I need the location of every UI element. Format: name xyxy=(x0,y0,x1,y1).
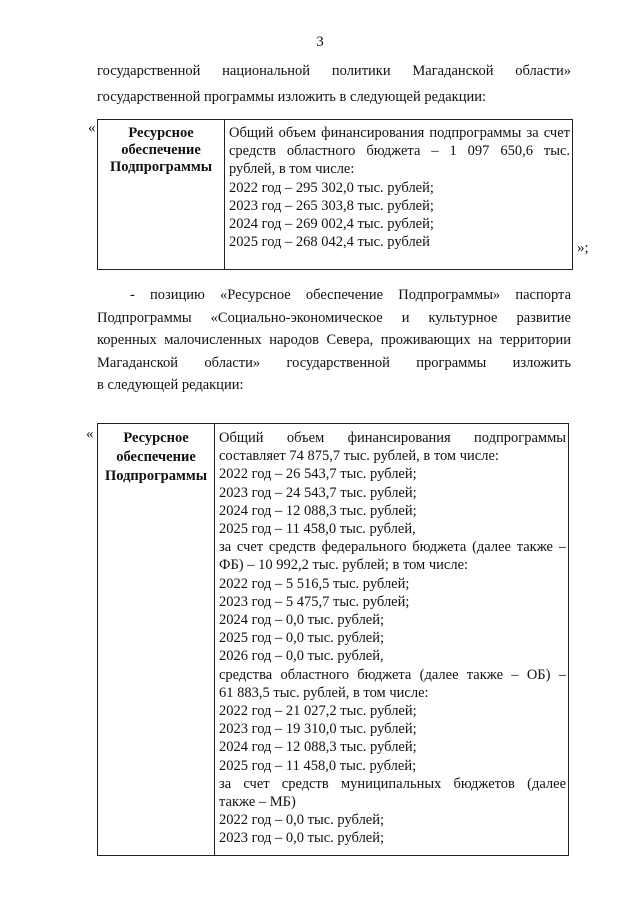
content-line: 2023 год – 5 475,7 тыс. рублей; xyxy=(219,593,410,610)
content-line: рублей, в том числе: xyxy=(229,161,355,178)
content-line: средств областного бюджета – 1 097 650,6 тыс. xyxy=(229,143,570,160)
content-line: Общий объем финансирования подпрограммы за счет xyxy=(229,125,570,141)
opening-quote: « xyxy=(86,426,94,442)
content-line: средства областного бюджета (далее также – ОБ) – xyxy=(219,666,566,683)
content-line: 2025 год – 0,0 тыс. рублей; xyxy=(219,630,385,647)
content-line: 2023 год – 0,0 тыс. рублей; xyxy=(219,830,385,847)
middle-paragraph xyxy=(97,284,571,397)
label-line: обеспечение xyxy=(116,449,196,465)
table-label-cell xyxy=(98,120,225,270)
closing-quote: »; xyxy=(577,240,589,256)
intro-line: государственной национальной политики Магаданской области» xyxy=(97,63,571,79)
intro-paragraph xyxy=(97,60,571,109)
content-line: 2024 год – 12 088,3 тыс. рублей; xyxy=(219,739,417,756)
label-line: Ресурсное xyxy=(123,430,189,446)
content-line: 2023 год – 19 310,0 тыс. рублей; xyxy=(219,721,417,738)
content-line: 2022 год – 5 516,5 тыс. рублей; xyxy=(219,575,410,592)
label-line: обеспечение xyxy=(121,142,201,158)
middle-line: - позицию «Ресурсное обеспечение Подпрограммы» паспорта xyxy=(130,287,571,303)
label-line: Подпрограммы xyxy=(104,468,208,484)
content-line: 61 883,5 тыс. рублей, в том числе: xyxy=(219,684,429,701)
content-line: 2025 год – 11 458,0 тыс. рублей, xyxy=(219,521,416,538)
table-content-cell xyxy=(215,424,569,856)
content-line: 2024 год – 269 002,4 тыс. рублей; xyxy=(229,216,434,233)
label-line: Подпрограммы xyxy=(109,159,213,175)
content-line: 2022 год – 295 302,0 тыс. рублей; xyxy=(229,179,434,196)
page-number: 3 xyxy=(316,34,324,50)
content-line: 2025 год – 268 042,4 тыс. рублей xyxy=(229,234,430,251)
table-content-cell xyxy=(225,120,573,270)
content-line: составляет 74 875,7 тыс. рублей, в том числе: xyxy=(219,448,499,465)
middle-line: Подпрограммы «Социально-экономическое и культурное развитие xyxy=(97,309,571,326)
content-line: 2024 год – 12 088,3 тыс. рублей; xyxy=(219,502,417,519)
label-line: Ресурсное xyxy=(128,125,194,141)
content-line: 2022 год – 26 543,7 тыс. рублей; xyxy=(219,466,417,483)
middle-line: в следующей редакции: xyxy=(97,377,244,394)
content-line: 2025 год – 11 458,0 тыс. рублей; xyxy=(219,757,417,774)
content-line: ФБ) – 10 992,2 тыс. рублей; в том числе: xyxy=(219,557,469,574)
content-line: за счет средств муниципальных бюджетов (далее xyxy=(219,775,566,792)
content-line: 2022 год – 0,0 тыс. рублей; xyxy=(219,812,385,829)
middle-line: Магаданской области» государственной программы изложить xyxy=(97,354,571,371)
content-line: также – МБ) xyxy=(219,794,296,811)
content-line: 2023 год – 24 543,7 тыс. рублей; xyxy=(219,484,417,501)
resource-table-1 xyxy=(97,119,573,270)
content-line: 2024 год – 0,0 тыс. рублей; xyxy=(219,612,385,629)
content-line: за счет средств федерального бюджета (далее также – xyxy=(219,539,566,556)
middle-line: коренных малочисленных народов Севера, проживающих на территории xyxy=(97,332,571,349)
intro-line: государственной программы изложить в следующей редакции: xyxy=(97,89,487,105)
opening-quote: « xyxy=(88,120,96,136)
table-label-cell xyxy=(98,424,215,856)
content-line: Общий объем финансирования подпрограммы xyxy=(219,430,566,446)
resource-table-2 xyxy=(97,423,569,856)
content-line: 2023 год – 265 303,8 тыс. рублей; xyxy=(229,197,434,214)
content-line: 2026 год – 0,0 тыс. рублей, xyxy=(219,648,384,665)
content-line: 2022 год – 21 027,2 тыс. рублей; xyxy=(219,703,417,720)
